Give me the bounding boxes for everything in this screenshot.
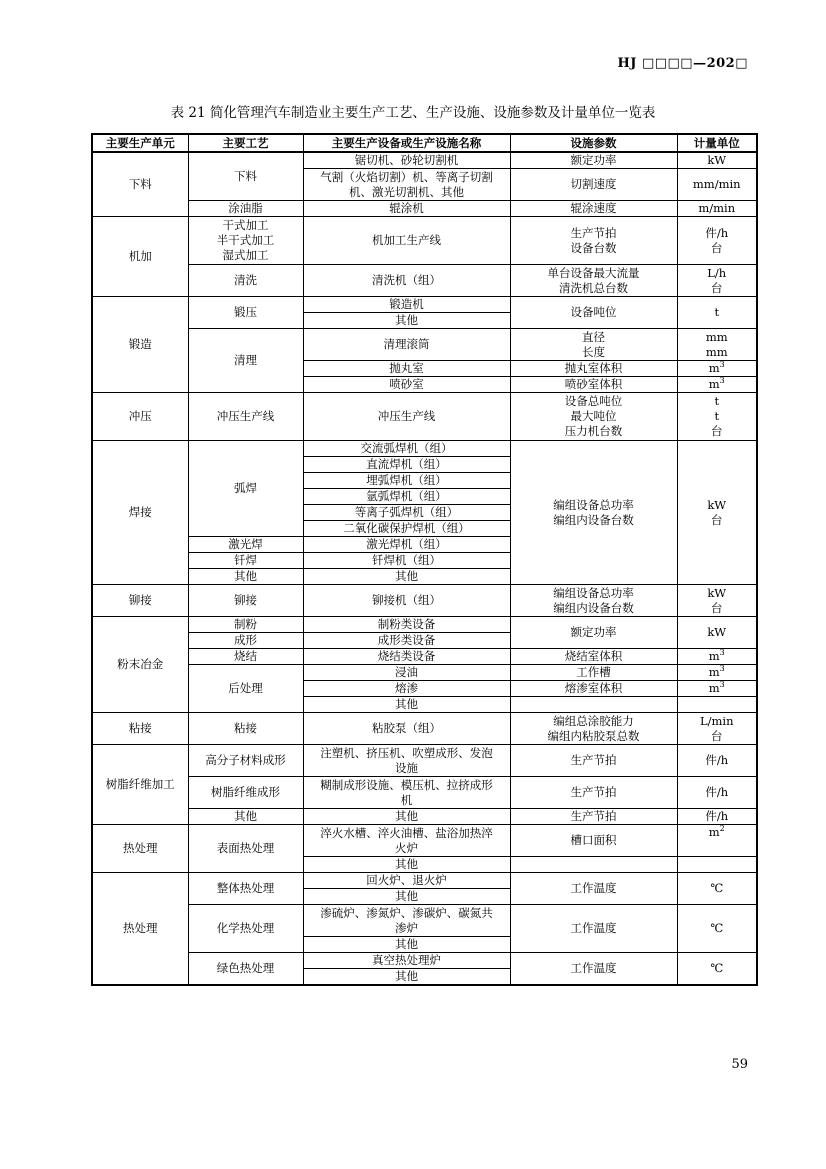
table-cell: 渗硫炉、渗氮炉、渗碳炉、碳氮共 渗炉 bbox=[303, 905, 510, 937]
table-cell: t bbox=[677, 297, 757, 329]
table-cell: 清理 bbox=[188, 329, 303, 393]
table-cell: 机加 bbox=[92, 217, 188, 297]
table-cell: mm/min bbox=[677, 169, 757, 201]
table-cell: 熔渗室体积 bbox=[510, 681, 677, 697]
col-header-parameter: 设施参数 bbox=[510, 134, 677, 152]
col-header-process: 主要工艺 bbox=[188, 134, 303, 152]
table-cell: 交流弧焊机（组） bbox=[303, 441, 510, 457]
unit-text: m bbox=[708, 361, 720, 375]
unit-exponent: 3 bbox=[719, 360, 725, 370]
table-cell: 下料 bbox=[188, 152, 303, 201]
table-cell: kW 台 bbox=[677, 585, 757, 617]
unit-text: m bbox=[708, 377, 720, 391]
table-cell: mm mm bbox=[677, 329, 757, 361]
table-cell: 生产节拍 设备台数 bbox=[510, 217, 677, 265]
table-cell: 涂油脂 bbox=[188, 201, 303, 217]
table-cell: 氩弧焊机（组） bbox=[303, 489, 510, 505]
table-cell: 生产节拍 bbox=[510, 745, 677, 777]
page-number: 59 bbox=[731, 1057, 748, 1072]
table-cell: 注塑机、挤压机、吹塑成形、发泡 设施 bbox=[303, 745, 510, 777]
table-cell: 烧结 bbox=[188, 649, 303, 665]
table-cell: 下料 bbox=[92, 152, 188, 217]
table-cell: 其他 bbox=[303, 809, 510, 825]
table-cell: 激光焊 bbox=[188, 537, 303, 553]
table-cell: 其他 bbox=[303, 857, 510, 873]
table-cell: 高分子材料成形 bbox=[188, 745, 303, 777]
table-cell: 其他 bbox=[303, 697, 510, 713]
table-cell: L/min 台 bbox=[677, 713, 757, 745]
table-cell: 粘接 bbox=[92, 713, 188, 745]
unit-exponent: 3 bbox=[719, 376, 725, 386]
table-cell: 热处理 bbox=[92, 873, 188, 986]
table-cell: 铆接 bbox=[92, 585, 188, 617]
table-cell: L/h 台 bbox=[677, 265, 757, 297]
table-cell: 槽口面积 bbox=[510, 825, 677, 857]
table-cell: 件/h bbox=[677, 809, 757, 825]
table-cell: 锻造机 bbox=[303, 297, 510, 313]
table-cell: 钎焊机（组） bbox=[303, 553, 510, 569]
table-cell: 清洗 bbox=[188, 265, 303, 297]
standard-code: HJ □□□□—202□ bbox=[617, 56, 748, 71]
table-cell: 锯切机、砂轮切割机 bbox=[303, 152, 510, 169]
table-cell: 铆接机（组） bbox=[303, 585, 510, 617]
table-cell: 工作槽 bbox=[510, 665, 677, 681]
table-cell: 设备吨位 bbox=[510, 297, 677, 329]
table-cell: 烧结类设备 bbox=[303, 649, 510, 665]
table-cell: 清洗机（组） bbox=[303, 265, 510, 297]
table-cell: 其他 bbox=[303, 937, 510, 953]
unit-exponent: 3 bbox=[719, 648, 725, 658]
table-cell: 额定功率 bbox=[510, 152, 677, 169]
table-cell: kW bbox=[677, 617, 757, 649]
unit-text: m bbox=[708, 665, 720, 679]
table-cell: 干式加工 半干式加工 湿式加工 bbox=[188, 217, 303, 265]
table-cell: 树脂纤维加工 bbox=[92, 745, 188, 825]
table-cell: 单台设备最大流量 清洗机总台数 bbox=[510, 265, 677, 297]
table-cell: 切割速度 bbox=[510, 169, 677, 201]
table-cell: t t 台 bbox=[677, 393, 757, 441]
table-cell: 成形 bbox=[188, 633, 303, 649]
table-cell bbox=[677, 361, 757, 377]
table-cell: 件/h bbox=[677, 745, 757, 777]
table-cell: 直径 长度 bbox=[510, 329, 677, 361]
table-cell bbox=[677, 665, 757, 681]
table-cell bbox=[510, 857, 677, 873]
table-cell: 机加工生产线 bbox=[303, 217, 510, 265]
table-caption: 表 21 简化管理汽车制造业主要生产工艺、生产设施、设施参数及计量单位一览表 bbox=[170, 105, 656, 121]
table-cell: 工作温度 bbox=[510, 905, 677, 953]
table-cell: 冲压生产线 bbox=[303, 393, 510, 441]
table-cell: 绿色热处理 bbox=[188, 953, 303, 986]
table-cell bbox=[677, 681, 757, 697]
table-cell: 生产节拍 bbox=[510, 777, 677, 809]
col-header-unit: 主要生产单元 bbox=[92, 134, 188, 152]
table-cell bbox=[677, 649, 757, 665]
table-cell: 设备总吨位 最大吨位 压力机台数 bbox=[510, 393, 677, 441]
unit-exponent: 3 bbox=[719, 680, 725, 690]
table-cell: 二氧化碳保护焊机（组） bbox=[303, 521, 510, 537]
table-cell: 清理滚筒 bbox=[303, 329, 510, 361]
table-cell: 抛丸室体积 bbox=[510, 361, 677, 377]
table-cell: 熔渗 bbox=[303, 681, 510, 697]
table-cell: 粘胶泵（组） bbox=[303, 713, 510, 745]
table-cell: 生产节拍 bbox=[510, 809, 677, 825]
table-cell: 淬火水槽、淬火油槽、盐浴加热淬 火炉 bbox=[303, 825, 510, 857]
table-cell: 回火炉、退火炉 bbox=[303, 873, 510, 889]
table-cell: 钎焊 bbox=[188, 553, 303, 569]
unit-text: m bbox=[708, 649, 720, 663]
table-cell: 成形类设备 bbox=[303, 633, 510, 649]
table-cell: 烧结室体积 bbox=[510, 649, 677, 665]
table-cell: 热处理 bbox=[92, 825, 188, 873]
table-cell: 粉末冶金 bbox=[92, 617, 188, 713]
table-cell bbox=[677, 825, 757, 857]
table-cell bbox=[510, 697, 677, 713]
table-cell: 编组设备总功率 编组内设备台数 bbox=[510, 585, 677, 617]
table-cell: 辊涂速度 bbox=[510, 201, 677, 217]
table-cell: 后处理 bbox=[188, 665, 303, 713]
table-cell: 弧焊 bbox=[188, 441, 303, 537]
table-cell: kW bbox=[677, 152, 757, 169]
process-table bbox=[91, 133, 758, 986]
table-cell: 锻压 bbox=[188, 297, 303, 329]
table-cell: 树脂纤维成形 bbox=[188, 777, 303, 809]
table-cell: 整体热处理 bbox=[188, 873, 303, 905]
unit-text: m bbox=[708, 681, 720, 695]
table-cell: 化学热处理 bbox=[188, 905, 303, 953]
table-cell: 其他 bbox=[188, 569, 303, 585]
table-cell: 工作温度 bbox=[510, 953, 677, 986]
table-cell: 激光焊机（组） bbox=[303, 537, 510, 553]
unit-text: m bbox=[708, 825, 720, 839]
table-cell: 粘接 bbox=[188, 713, 303, 745]
table-cell: 其他 bbox=[303, 969, 510, 986]
table-cell: 埋弧焊机（组） bbox=[303, 473, 510, 489]
table-cell: 辊涂机 bbox=[303, 201, 510, 217]
table-cell: 抛丸室 bbox=[303, 361, 510, 377]
table-cell: 直流焊机（组） bbox=[303, 457, 510, 473]
table-cell: ℃ bbox=[677, 905, 757, 953]
table-cell: 其他 bbox=[303, 569, 510, 585]
table-cell: 编组设备总功率 编组内设备台数 bbox=[510, 441, 677, 585]
unit-exponent: 2 bbox=[719, 824, 725, 834]
table-cell bbox=[677, 857, 757, 873]
col-header-equipment: 主要生产设备或生产设施名称 bbox=[303, 134, 510, 152]
table-cell: 表面热处理 bbox=[188, 825, 303, 873]
table-cell: 其他 bbox=[303, 313, 510, 329]
table-cell: 浸油 bbox=[303, 665, 510, 681]
table-cell: 冲压生产线 bbox=[188, 393, 303, 441]
table-cell: 喷砂室体积 bbox=[510, 377, 677, 393]
table-cell: 制粉 bbox=[188, 617, 303, 633]
table-cell: m/min bbox=[677, 201, 757, 217]
table-cell: 铆接 bbox=[188, 585, 303, 617]
table-cell: 件/h 台 bbox=[677, 217, 757, 265]
table-cell bbox=[677, 377, 757, 393]
table-cell: 等离子弧焊机（组） bbox=[303, 505, 510, 521]
table-cell: 工作温度 bbox=[510, 873, 677, 905]
col-header-unit-of-measure: 计量单位 bbox=[677, 134, 757, 152]
table-cell: ℃ bbox=[677, 953, 757, 986]
table-cell: 编组总涂胶能力 编组内粘胶泵总数 bbox=[510, 713, 677, 745]
table-cell: 糊制成形设施、模压机、拉挤成形 机 bbox=[303, 777, 510, 809]
table-cell: 其他 bbox=[303, 889, 510, 905]
table-cell: 额定功率 bbox=[510, 617, 677, 649]
table-cell: 锻造 bbox=[92, 297, 188, 393]
table-cell: 冲压 bbox=[92, 393, 188, 441]
table-cell: 焊接 bbox=[92, 441, 188, 585]
table-cell: 喷砂室 bbox=[303, 377, 510, 393]
table-cell: 其他 bbox=[188, 809, 303, 825]
table-cell: 气割（火焰切割）机、等离子切割 机、激光切割机、其他 bbox=[303, 169, 510, 201]
table-cell: ℃ bbox=[677, 873, 757, 905]
unit-exponent: 3 bbox=[719, 664, 725, 674]
table-cell bbox=[677, 697, 757, 713]
table-cell: 真空热处理炉 bbox=[303, 953, 510, 969]
table-cell: 件/h bbox=[677, 777, 757, 809]
table-cell: 制粉类设备 bbox=[303, 617, 510, 633]
table-cell: kW 台 bbox=[677, 441, 757, 585]
